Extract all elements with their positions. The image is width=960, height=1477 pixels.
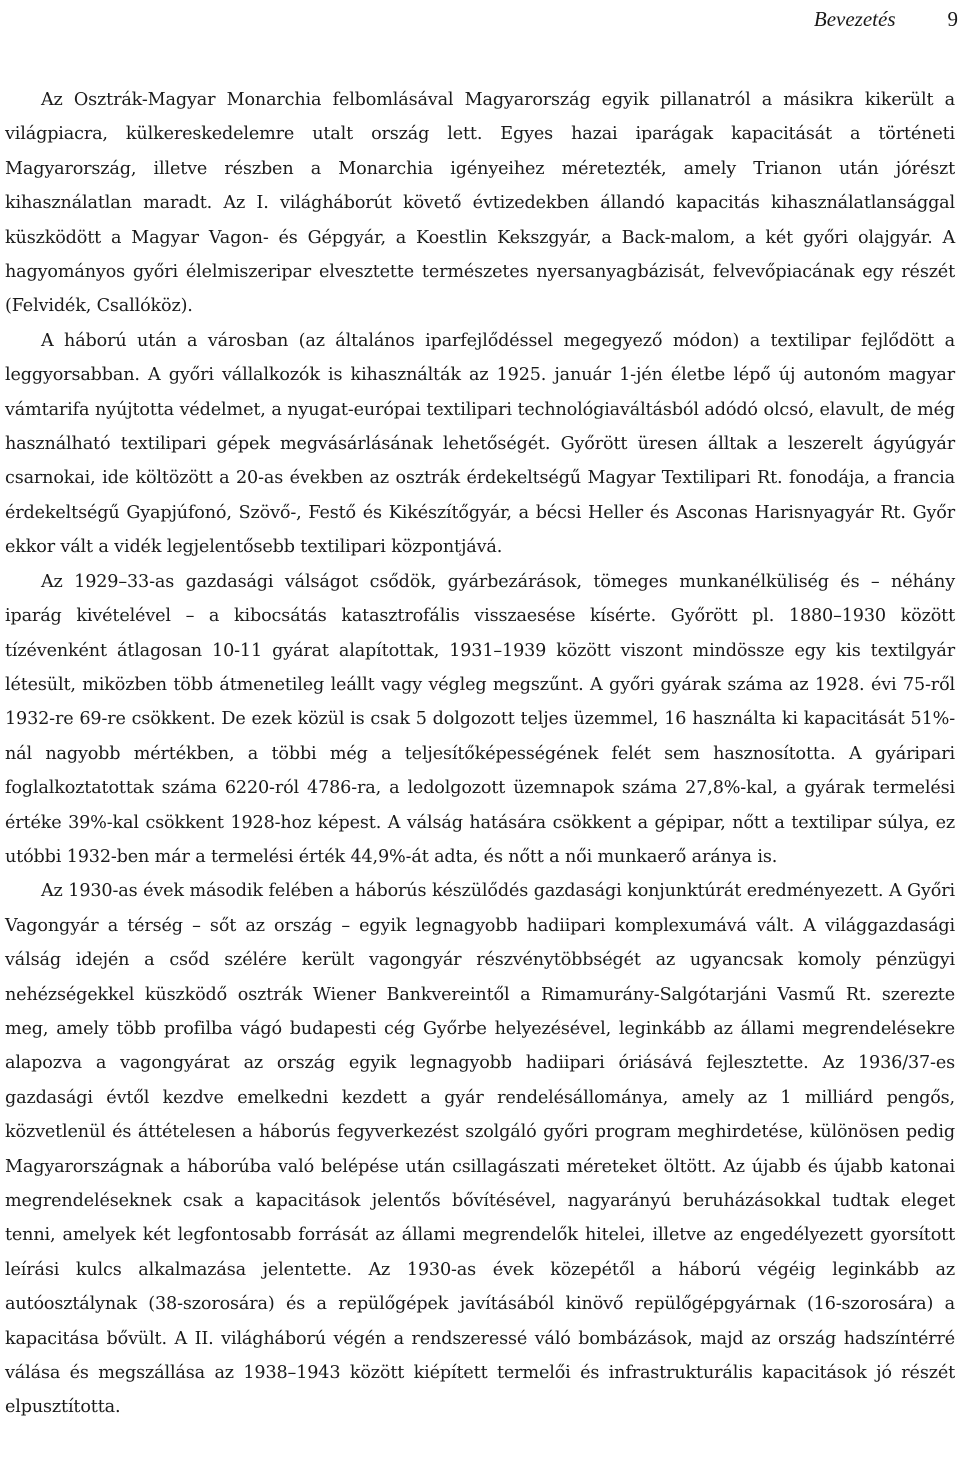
running-header (0, 4, 960, 34)
page-body (5, 83, 955, 1425)
paragraph-war-economy: Az 1930-as évek második felében a háborús készülődés gazdasági konjunktúrát eredményezett. A Győri Vagongyár a térség – sőt az ország – egyik legnagyobb hadiipari komplexumává vált. A világgazdasági válság idején a csőd szélére került vagongyár részvénytöbbségét az ugyancsak komoly pénzügyi nehézségekkel küszködő osztrák Wiener Bankvereintől a Rimamurány-Salgótarjáni Vasmű Rt. szerezte meg, amely több profilba vágó budapesti cég Győrbe helyezésével, leginkább az állami megrendelésekre alapozva a vagongyárat az ország egyik legnagyobb hadiipari óriásává fejlesztette. Az 1936/37-es gazdasági évtől kezdve emelkedni kezdett a gyár rendelésállománya, amely az 1 milliárd pengős, közvetlenül és áttételesen a háborús fegyverkezést szolgáló győri program meghirdetése, különösen pedig Magyarországnak a háborúba való belépése után csillagászati méreteket öltött. Az újabb és újabb katonai megrendeléseknek csak a kapacitások jelentős bővítésével, nagyarányú beruházásokkal tudtak eleget tenni, amelyek két legfontosabb forrását az állami megrendelők hitelei, illetve az engedélyezett gyorsított leírási kulcs alkalmazása jelentette. Az 1930-as évek közepétől a háború végéig leginkább az autóosztálynak (38-szorosára) és a repülőgépek javításából kinövő repülőgépgyárnak (16-szorosára) a kapacitása bővült. A II. világháború végén a rendszeressé váló bombázások, majd az ország hadszíntérré válása és megszállása az 1938–1943 között kiépített termelői és infrastrukturális kapacitások jó részét elpusztította. (5, 881, 955, 1418)
paragraph-economic-crisis: Az 1929–33-as gazdasági válságot csődök, gyárbezárások, tömeges munkanélküliség és – néhány iparág kivételével – a kibocsátás katasztrofális visszaesése kísérte. Győrött pl. 1880–1930 között tízévenként átlagosan 10-11 gyárat alapítottak, 1931–1939 között viszont mindössze egy kis textilgyár létesült, miközben több átmenetileg leállt vagy végleg megszűnt. A győri gyárak száma az 1928. évi 75-ről 1932-re 69-re csökkent. De ezek közül is csak 5 dolgozott teljes üzemmel, 16 használta ki kapacitását 51%-nál nagyobb mértékben, a többi még a teljesítőképességének felét sem hasznosította. A gyáripari foglalkoztatottak száma 6220-ról 4786-ra, a ledolgozott üzemnapok száma 27,8%-kal, a gyárak termelési értéke 39%-kal csökkent 1928-hoz képest. A válság hatására csökkent a gépipar, nőtt a textilipar súlya, ez utóbbi 1932-ben már a termelési érték 44,9%-át adta, és nőtt a női munkaerő aránya is. (5, 571, 955, 867)
paragraph-monarchy-collapse: Az Osztrák-Magyar Monarchia felbomlásával Magyarország egyik pillanatról a másikra kikerült a világpiacra, külkereskedelemre utalt ország lett. Egyes hazai iparágak kapacitását a történeti Magyarország, illetve részben a Monarchia igényeihez méretezték, amely Trianon után jórészt kihasználatlan maradt. Az I. világháborút követő évtizedekben állandó kapacitás kihasználatlansággal küszködött a Magyar Vagon- és Gépgyár, a Koestlin Kekszgyár, a Back-malom, a két győri olajgyár. A hagyományos győri élelmiszeripar elvesztette természetes nyersanyagbázisát, felvevőpiacának egy részét (Felvidék, Csallóköz). (5, 90, 955, 317)
page-number: 9 (947, 6, 958, 31)
running-header-section-title: Bevezetés (813, 6, 896, 31)
paragraph-textile-industry: A háború után a városban (az általános iparfejlődéssel megegyező módon) a textilipar fejlődött a leggyorsabban. A győri vállalkozók is kihasználták az 1925. január 1-jén életbe lépő új autonóm magyar vámtarifa nyújtotta védelmet, a nyugat-európai textilipari technológiaváltásból adódó olcsó, elavult, de még használható textilipari gépek megvásárlásának lehetőségét. Győrött üresen álltak a leszerelt ágyúgyár csarnokai, ide költözött a 20-as években az osztrák érdekeltségű Magyar Textilipari Rt. fonodája, a francia érdekeltségű Gyapjúfonó, Szövő-, Festő és Kikészítőgyár, a bécsi Heller és Asconas Harisnyagyár Rt. Győr ekkor vált a vidék legjelentősebb textilipari központjává. (5, 330, 955, 558)
